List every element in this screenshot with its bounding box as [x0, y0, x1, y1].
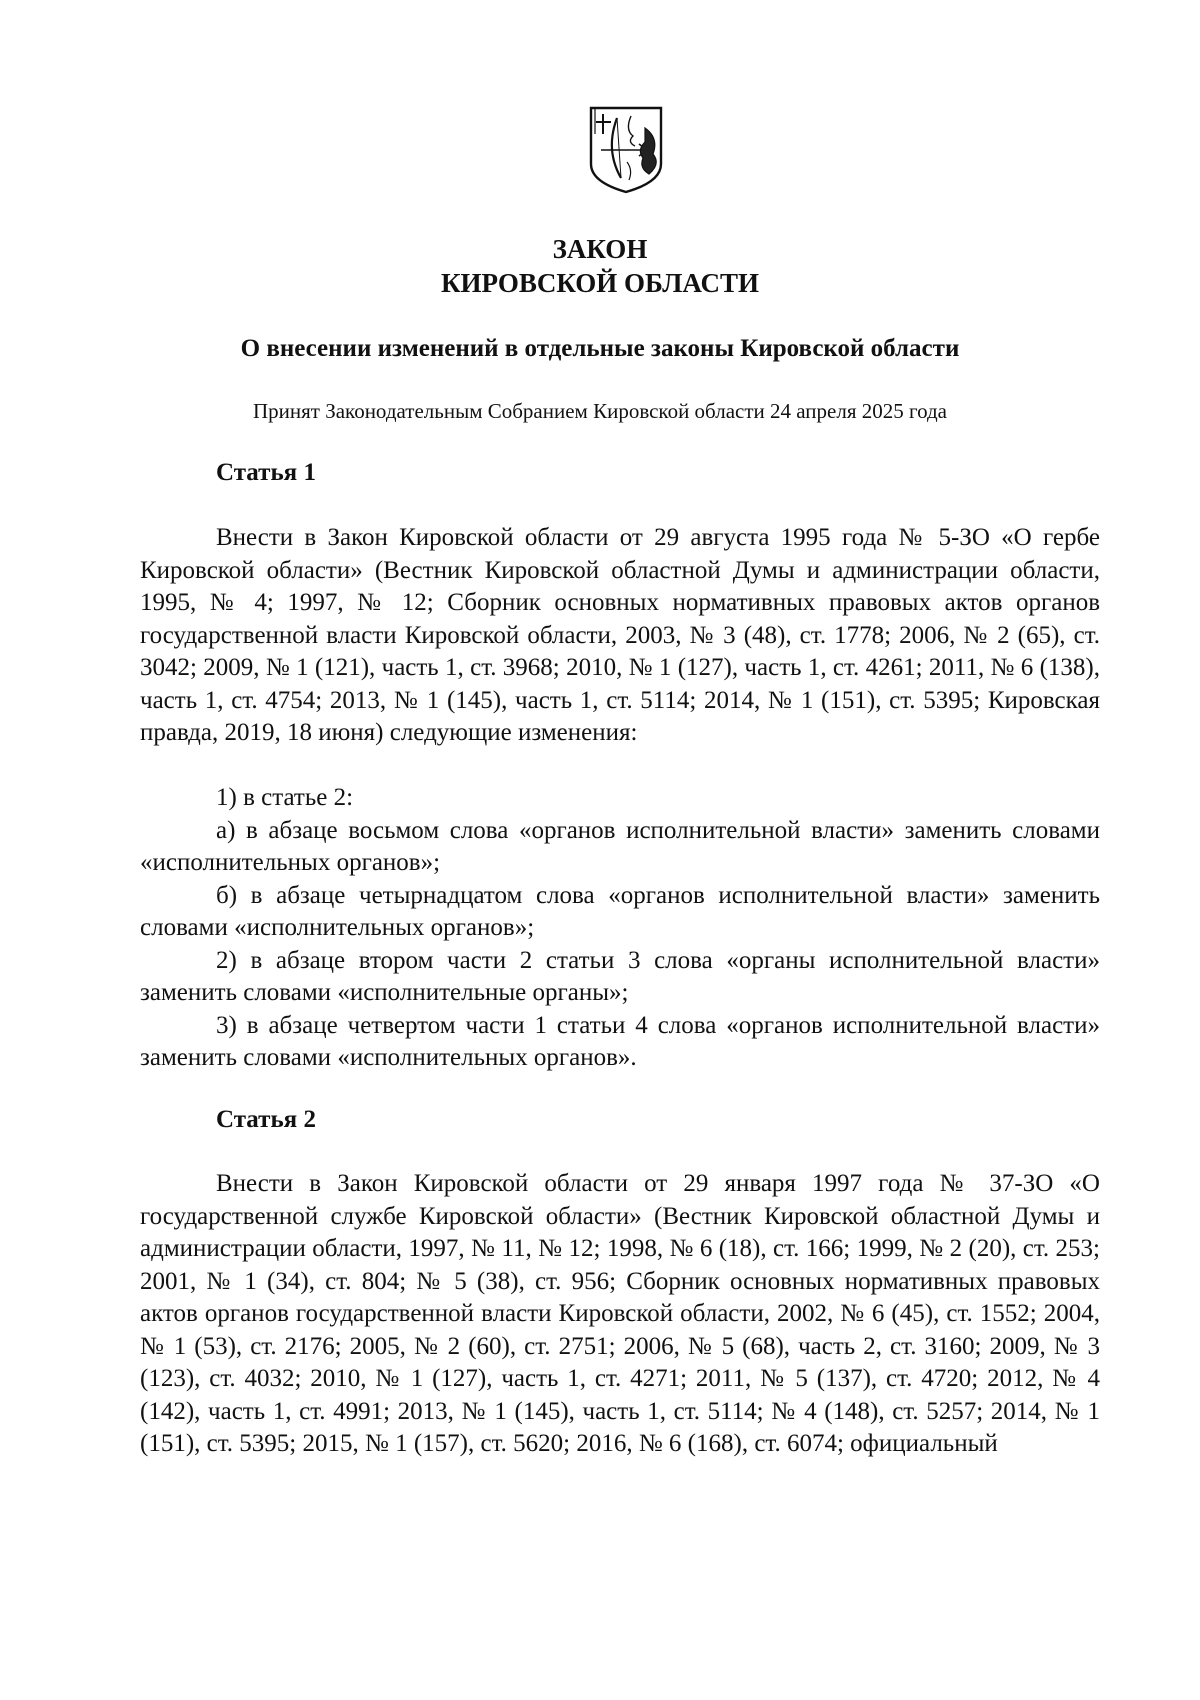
article-1-heading: Статья 1	[216, 459, 316, 486]
article-1-item-3: 3) в абзаце четвертом части 1 статьи 4 слова «органов исполнительной власти» заменить словами «исполнительных органов».	[140, 1011, 1100, 1071]
article-1-intro: Внести в Закон Кировской области от 29 августа 1995 года № 5-ЗО «О гербе Кировской области» (Вестник Кировской областной Думы и администрации области, 1995, № 4; 1997, № 12; Сборник основных нормативных правовых актов органов государственной власти Кировской области, 2003, № 3 (48), ст. 1778; 2006, № 2 (65), ст. 3042; 2009, № 1 (121), часть 1, ст. 3968; 2010, № 1 (127), часть 1, ст. 4261; 2011, № 6 (138), часть 1, ст. 4754; 2013, № 1 (145), часть 1, ст. 5114; 2014, № 1 (151), ст. 5395; Кировская правда, 2019, 18 июня) следующие изменения:	[140, 524, 1100, 746]
law-region: КИРОВСКОЙ ОБЛАСТИ	[440, 268, 760, 298]
coat-of-arms-emblem	[587, 104, 665, 196]
article-1-item-2: 2) в абзаце втором части 2 статьи 3 слова «органы исполнительной власти» заменить словами «исполнительные органы»;	[140, 946, 1100, 1006]
article-2-heading: Статья 2	[216, 1106, 316, 1133]
article-2-intro: Внести в Закон Кировской области от 29 января 1997 года № 37-ЗО «О государственной службе Кировской области» (Вестник Кировской областной Думы и администрации области, 1997, № 11, № 12; 1998, № 6 (18), ст. 166; 1999, № 2 (20), ст. 253; 2001, № 1 (34), ст. 804; № 5 (38), ст. 956; Сборник основных нормативных правовых актов органов государственной власти Кировской области, 2002, № 6 (45), ст. 1552; 2004, № 1 (53), ст. 2176; 2005, № 2 (60), ст. 2751; 2006, № 5 (68), часть 2, ст. 3160; 2009, № 3 (123), ст. 4032; 2010, № 1 (127), часть 1, ст. 4271; 2011, № 5 (137), ст. 4720; 2012, № 4 (142), часть 1, ст. 4991; 2013, № 1 (145), часть 1, ст. 5114; № 4 (148), ст. 5257; 2014, № 1 (151), ст. 5395; 2015, № 1 (157), ст. 5620; 2016, № 6 (168), ст. 6074; официальный	[140, 1170, 1100, 1457]
article-1-item-1: 1) в статье 2:	[216, 784, 354, 811]
adoption-note: Принят Законодательным Собранием Кировской области 24 апреля 2025 года	[252, 399, 947, 423]
article-1-item-1b: б) в абзаце четырнадцатом слова «органов исполнительной власти» заменить словами «исполнительных органов»;	[140, 881, 1100, 941]
law-subject: О внесении изменений в отдельные законы Кировской области	[240, 335, 960, 362]
article-1-item-1a: а) в абзаце восьмом слова «органов исполнительной власти» заменить словами «исполнительных органов»;	[140, 816, 1100, 876]
law-title: ЗАКОН	[552, 234, 648, 264]
